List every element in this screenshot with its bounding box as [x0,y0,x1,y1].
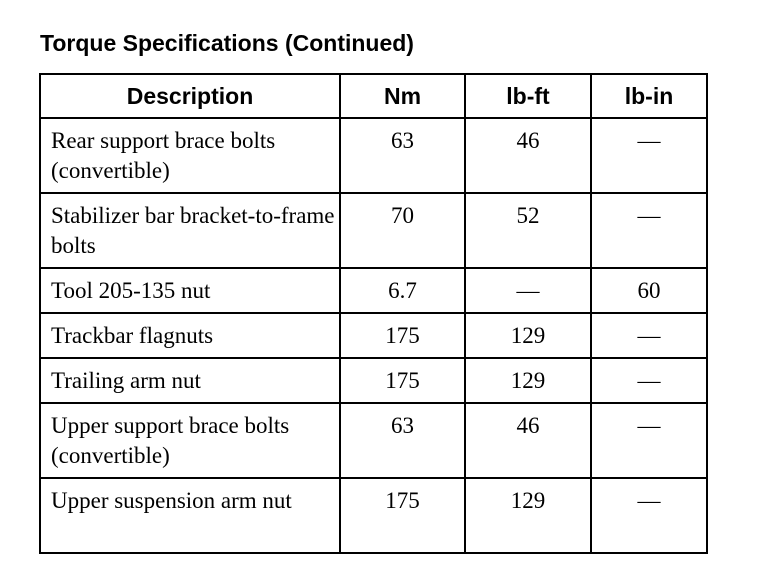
table-row [40,313,707,358]
column-header-lb-in: lb-in [591,74,707,118]
nm-cell: 175 [340,478,465,553]
description-cell: Stabilizer bar bracket-to-frame bolts [40,193,340,268]
table-row [40,193,707,268]
lb-in-cell: — [591,403,707,478]
table-row [40,118,707,193]
column-header-lb-ft: lb-ft [465,74,591,118]
lb-ft-cell: 129 [465,313,591,358]
lb-ft-cell: 129 [465,478,591,553]
torque-spec-table [39,73,708,554]
nm-cell: 63 [340,118,465,193]
description-cell: Trailing arm nut [40,358,340,403]
description-cell: Upper support brace bolts (convertible) [40,403,340,478]
table-row [40,358,707,403]
description-cell: Trackbar flagnuts [40,313,340,358]
lb-in-cell: 60 [591,268,707,313]
description-cell: Tool 205-135 nut [40,268,340,313]
lb-in-cell: — [591,313,707,358]
column-header-description: Description [40,74,340,118]
nm-cell: 70 [340,193,465,268]
description-cell: Rear support brace bolts (convertible) [40,118,340,193]
lb-ft-cell: — [465,268,591,313]
lb-ft-cell: 129 [465,358,591,403]
column-header-nm: Nm [340,74,465,118]
table-header-row [40,74,707,118]
description-cell: Upper suspension arm nut [40,478,340,553]
lb-in-cell: — [591,118,707,193]
nm-cell: 175 [340,358,465,403]
table-row [40,478,707,553]
lb-in-cell: — [591,478,707,553]
lb-ft-cell: 46 [465,118,591,193]
lb-in-cell: — [591,358,707,403]
table-row [40,268,707,313]
nm-cell: 6.7 [340,268,465,313]
table-row [40,403,707,478]
lb-in-cell: — [591,193,707,268]
nm-cell: 63 [340,403,465,478]
lb-ft-cell: 52 [465,193,591,268]
nm-cell: 175 [340,313,465,358]
lb-ft-cell: 46 [465,403,591,478]
page-title: Torque Specifications (Continued) [40,30,414,56]
